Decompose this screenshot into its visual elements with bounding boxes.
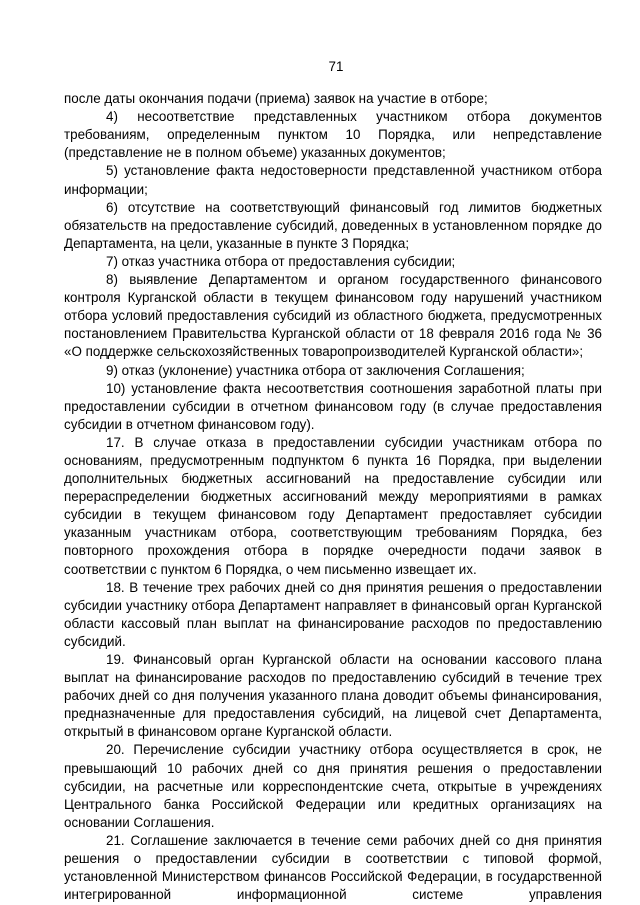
paragraph: 19. Финансовый орган Курганской области на основании кассового плана выплат на финансирование расходов по предоставлению субсидий в течение трех рабочих дней со дня получения указанного плана доводит объемы финансирования, предназначенные для предоставления субсидий, на лицевой счет Департамента, открытый в финансовом органе Курганской области. — [64, 652, 602, 740]
paragraph: 8) выявление Департаментом и органом государственного финансового контроля Курганской области в текущем финансовом году нарушений участником отбора условий предоставления субсидий из областного бюджета, предусмотренных постановлением Правительства Курганской области от 18 февраля 2016 года № 36 «О поддержке сельскохозяйственных товаропроизводителей Курганской области»; — [64, 272, 602, 360]
paragraph: 5) установление факта недостоверности представленной участником отбора информации; — [64, 163, 602, 197]
paragraph: 7) отказ участника отбора от предоставления субсидии; — [106, 253, 456, 269]
paragraph: после даты окончания подачи (приема) заявок на участие в отборе; — [64, 91, 488, 107]
paragraph: 21. Соглашение заключается в течение семи рабочих дней со дня принятия решения о предоставлении субсидии в соответствии с типовой формой, установленной Министерством финансов Российской Федерации, в государственной интегрированной информационной системе управления — [64, 832, 602, 903]
paragraph: 10) установление факта несоответствия соотношения заработной платы при предоставлении субсидии в отчетном финансовом году (в случае предоставления субсидии в отчетном финансовом году). — [64, 380, 602, 432]
paragraph: 18. В течение трех рабочих дней со дня принятия решения о предоставлении субсидии участнику отбора Департамент направляет в финансовый орган Курганской области кассовый план выплат на финансирование расходов по предоставлению субсидий. — [64, 579, 602, 649]
paragraph: 6) отсутствие на соответствующий финансовый год лимитов бюджетных обязательств на предоставление субсидий, доведенных в установленном порядке до Департамента, на цели, указанные в пункте 3 Порядка; — [64, 199, 602, 251]
page-number: 71 — [328, 59, 344, 74]
paragraph: 17. В случае отказа в предоставлении субсидии участникам отбора по основаниям, предусмотренным подпунктом 6 пункта 16 Порядка, при выделении дополнительных бюджетных ассигнований на предоставление субсидии или перераспределении бюджетных ассигнований между мероприятиями в рамках субсидии в текущем финансовом году Департамент предоставляет субсидии указанным участникам отбора, соответствующим требованиям Порядка, без повторного прохождения отбора в порядке очередности подачи заявок в соответствии с пунктом 6 Порядка, о чем письменно извещает их. — [64, 434, 602, 577]
paragraph: 4) несоответствие представленных участником отбора документов требованиям, определенным пунктом 10 Порядка, или непредставление (представление не в полном объеме) указанных документов; — [64, 109, 602, 161]
paragraph: 20. Перечисление субсидии участнику отбора осуществляется в срок, не превышающий 10 рабочих дней со дня принятия решения о предоставлении субсидии, на расчетные или корреспондентские счета, открытые в учреждениях Центрального банка Российской Федерации или кредитных организациях на основании Соглашения. — [64, 742, 602, 830]
paragraph: 9) отказ (уклонение) участника отбора от заключения Соглашения; — [106, 362, 525, 378]
document-body — [64, 90, 602, 904]
